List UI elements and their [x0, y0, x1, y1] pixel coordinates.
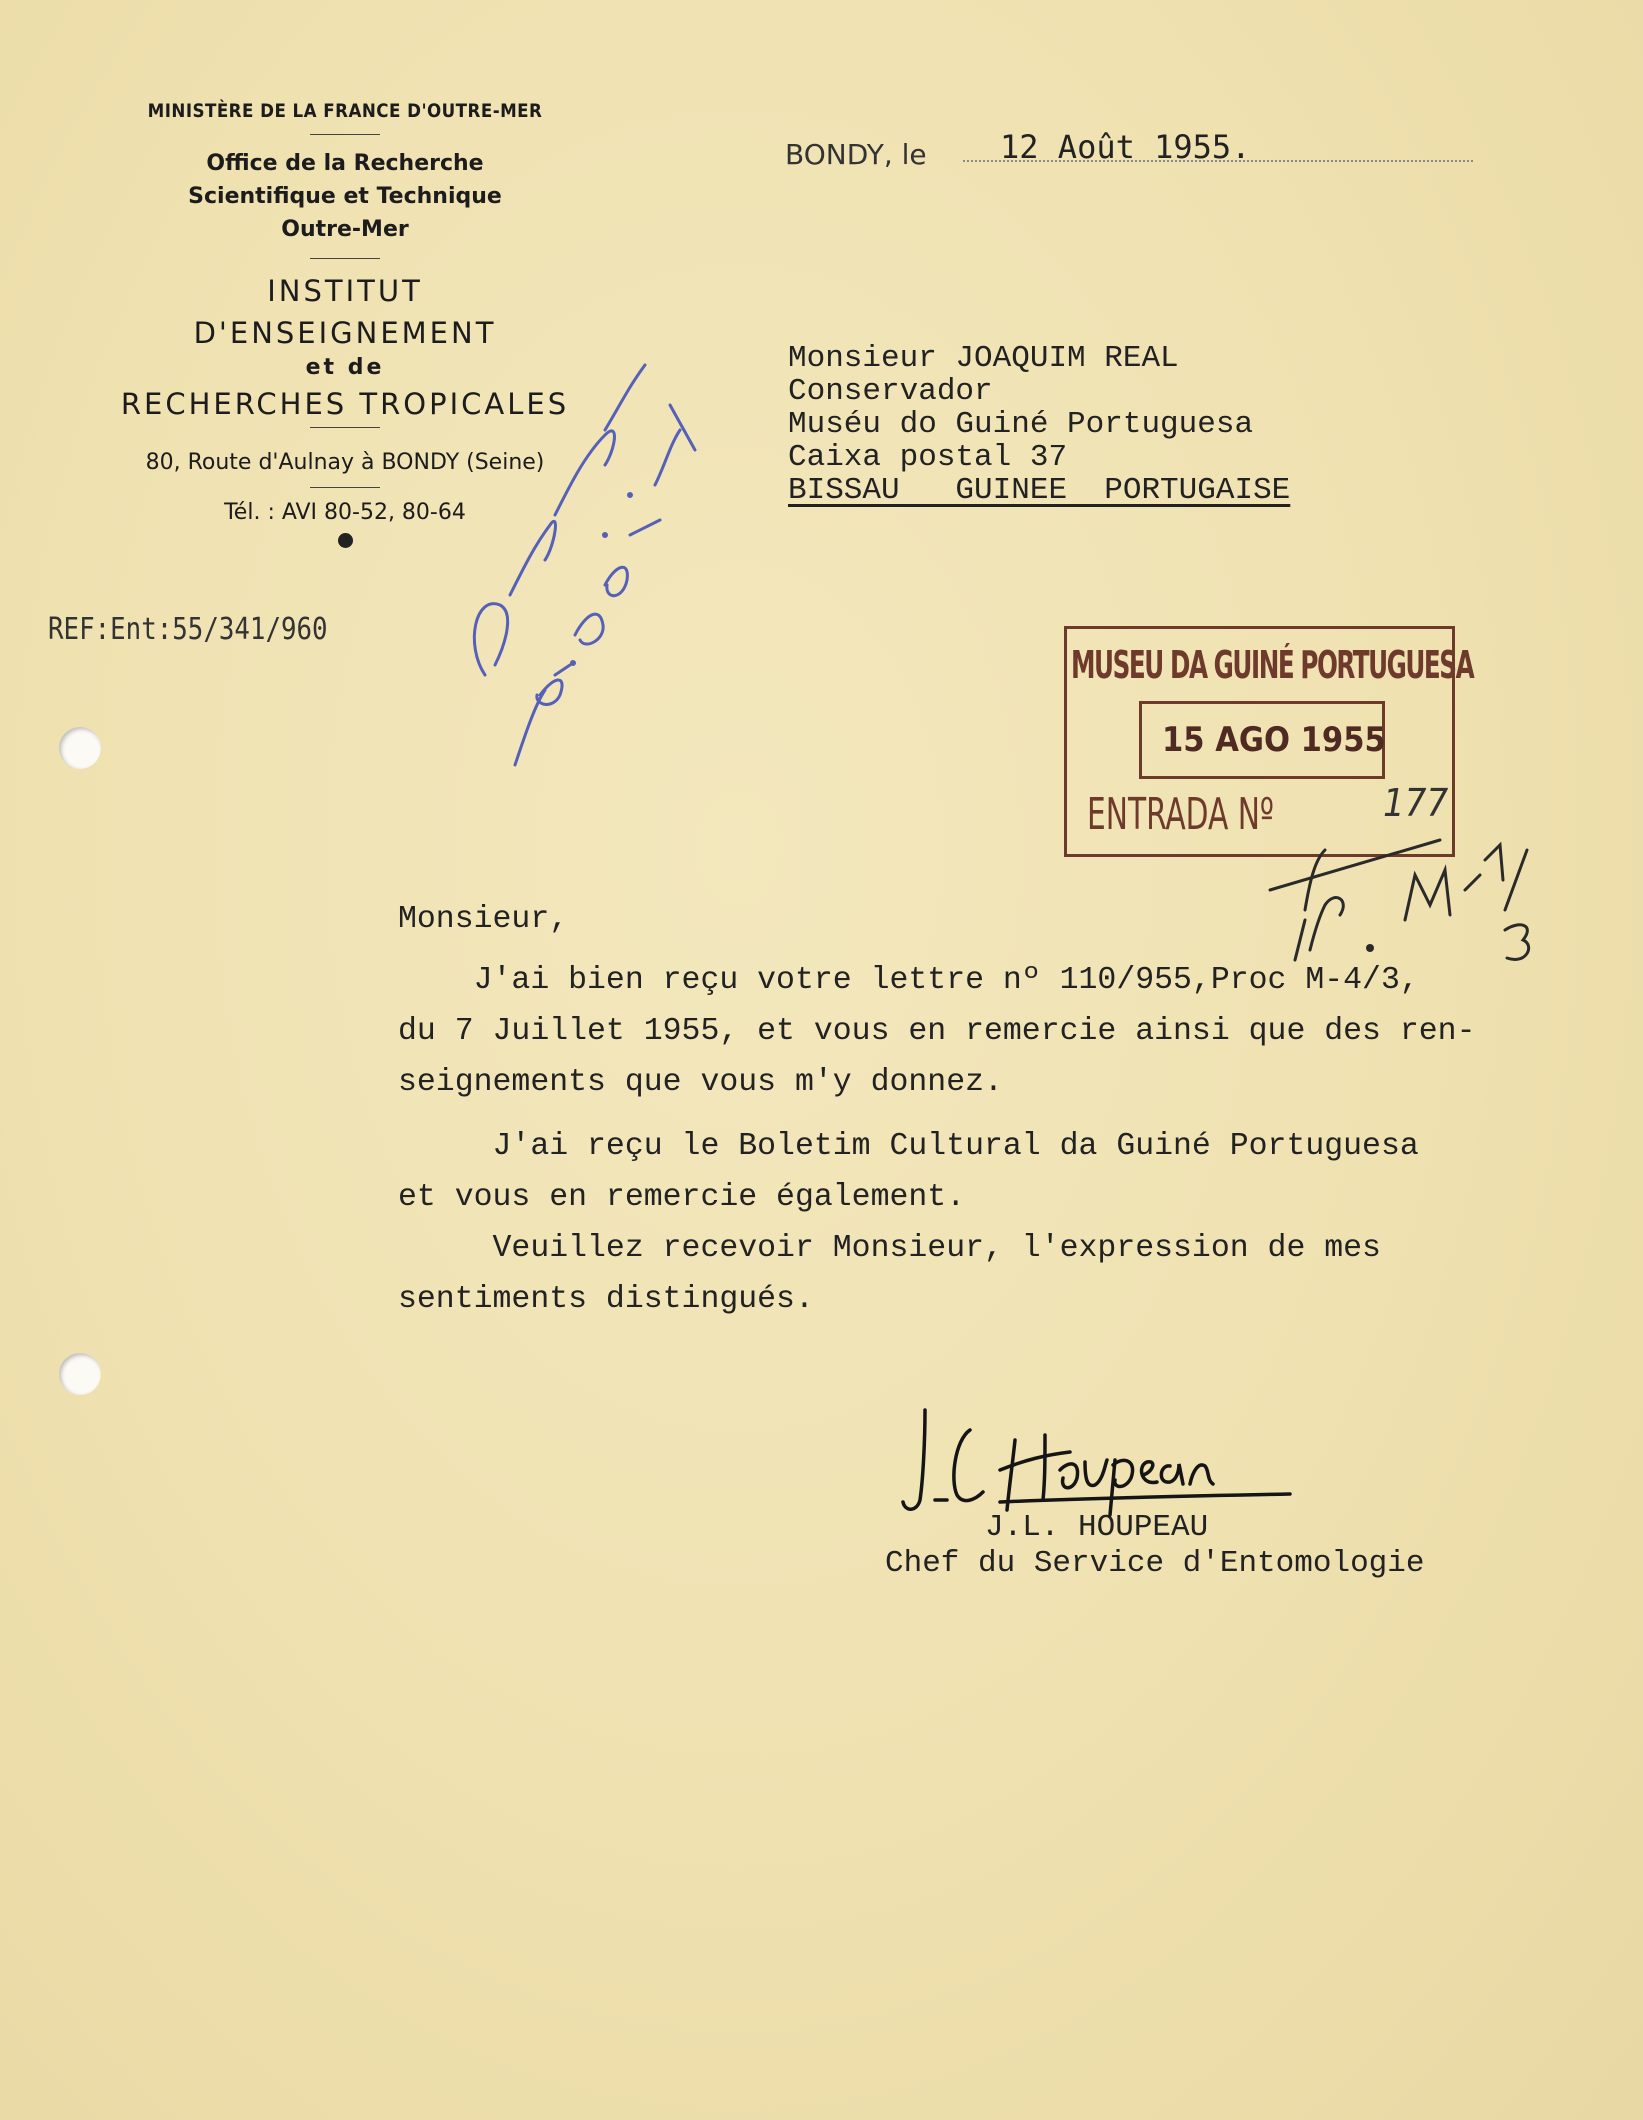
punch-hole-bottom [59, 1353, 101, 1395]
date-line [785, 128, 1485, 178]
stamp-entrada-number: 177 [1383, 781, 1449, 825]
addressee-block [788, 342, 1290, 507]
reference-number: REF:Ent:55/341/960 [48, 612, 328, 647]
ministry-name: MINISTÈRE DE LA FRANCE D'OUTRE-MER [147, 100, 543, 122]
signatory-title: Chef du Service d'Entomologie [885, 1546, 1425, 1581]
addressee-line: Muséu do Guiné Portuguesa [788, 407, 1254, 442]
institute-line-1: INSTITUT [267, 274, 423, 308]
body-line: J'ai bien reçu votre lettre nº 110/955,Proc M-4/3, [398, 963, 1419, 998]
institute-line-3: et de [305, 355, 385, 380]
stamp-title: MUSEU DA GUINÉ PORTUGUESA [1071, 643, 1474, 687]
bullet-dot [338, 533, 353, 548]
date-city: BONDY, le [785, 138, 927, 171]
letter-body [398, 894, 1538, 1325]
date-value: 12 Août 1955. [1000, 128, 1251, 166]
addressee-line: Monsieur JOAQUIM REAL [788, 341, 1179, 376]
stamp-entrada-label: ENTRADA Nº [1087, 789, 1274, 840]
institute-line-4: RECHERCHES TROPICALES [120, 387, 570, 421]
institute-phone: Tél. : AVI 80-52, 80-64 [224, 500, 466, 525]
punch-hole-top [59, 727, 101, 769]
body-line: sentiments distingués. [398, 1282, 814, 1317]
body-line: du 7 Juillet 1955, et vous en remercie ainsi que des ren- [398, 1014, 1476, 1049]
addressee-line: Conservador [788, 374, 993, 409]
handwritten-margin-note [455, 345, 725, 800]
addressee-line: Caixa postal 37 [788, 440, 1068, 475]
institute-address: 80, Route d'Aulnay à BONDY (Seine) [145, 450, 545, 475]
salutation: Monsieur, [398, 902, 569, 937]
letterhead-divider [310, 134, 380, 135]
body-line: J'ai reçu le Boletim Cultural da Guiné Portuguesa [398, 1129, 1419, 1164]
office-line-3: Outre-Mer [281, 217, 409, 242]
stamp-date: 15 AGO 1955 [1162, 720, 1386, 760]
body-line: seignements que vous m'y donnez. [398, 1065, 1003, 1100]
body-line: et vous en remercie également. [398, 1180, 966, 1215]
margin-note-drawing [455, 345, 725, 795]
office-line-2: Scientifique et Technique [188, 184, 502, 209]
signatory-name: J.L. HOUPEAU [985, 1510, 1209, 1545]
handwritten-signature [895, 1400, 1295, 1520]
office-line-1: Office de la Recherche [206, 151, 484, 176]
letterhead-divider [310, 427, 380, 428]
letterhead-divider [310, 258, 380, 259]
body-line: Veuillez recevoir Monsieur, l'expression de mes [398, 1231, 1381, 1266]
institute-line-2: D'ENSEIGNEMENT [193, 316, 497, 350]
letterhead-divider [310, 487, 380, 488]
stamp-date-box [1139, 701, 1385, 779]
addressee-line: BISSAU GUINEE PORTUGAISE [788, 473, 1291, 508]
